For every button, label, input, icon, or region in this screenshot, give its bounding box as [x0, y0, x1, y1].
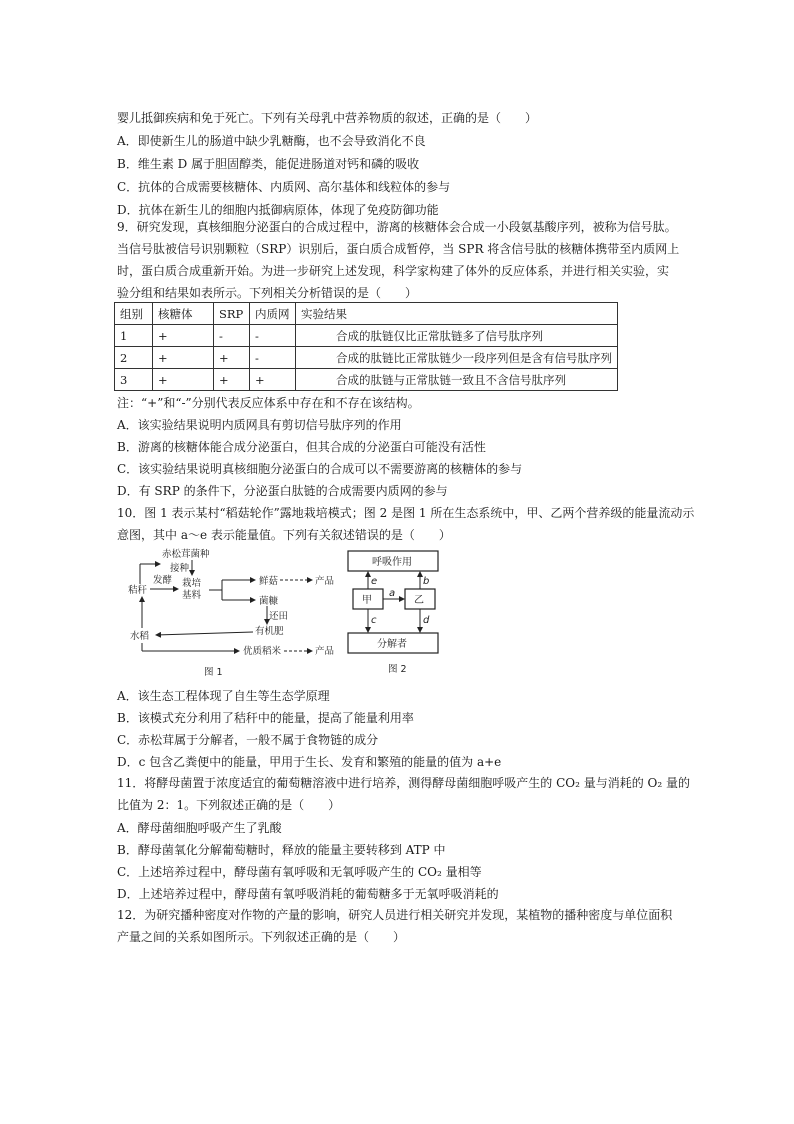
- label-d: d: [423, 615, 430, 626]
- q12-stem-line2: 产量之间的关系如图所示。下列叙述正确的是（ ）: [117, 930, 406, 944]
- experiment-table: [114, 302, 618, 391]
- table-row: [115, 369, 618, 391]
- q11-stem-line2: 比值为 2：1。下列叙述正确的是（ ）: [117, 798, 341, 812]
- header-ribosome: 核糖体: [153, 303, 214, 325]
- q10-stem-line1: 10．图 1 表示某村“稻菇轮作”露地栽培模式；图 2 是图 1 所在生态系统中，甲、乙两个营养级的能量流动示: [117, 506, 695, 520]
- header-result: 实验结果: [296, 303, 618, 325]
- table-cell: 3: [115, 369, 153, 391]
- q8-option-a: A．即使新生儿的肠道中缺少乳糖酶，也不会导致消化不良: [117, 134, 426, 148]
- q8-option-b: B．维生素 D 属于胆固醇类，能促进肠道对钙和磷的吸收: [117, 157, 420, 171]
- table-cell: +: [153, 369, 214, 391]
- fig1-product-label-2: 产品: [315, 646, 335, 657]
- q11-option-c: C．上述培养过程中，酵母菌有氧呼吸和无氧呼吸产生的 CO₂ 量相等: [117, 865, 482, 879]
- fig1-arrow-fertilizer: [156, 632, 253, 635]
- fig1-ferment-label: 发酵: [153, 575, 173, 586]
- q9-stem-line4: 验分组和结果如表所示。下列相关分析错误的是（ ）: [117, 286, 418, 300]
- yi-label: 乙: [414, 595, 424, 606]
- q9-table-note: 注：“+”和“-”分别代表反应体系中存在和不存在该结构。: [117, 396, 420, 410]
- q9-stem-line2: 当信号肽被信号识别颗粒（SRP）识别后，蛋白质合成暂停，当 SPR 将含信号肽的核糖体携带至内质网上: [117, 242, 680, 256]
- table-cell: +: [153, 325, 214, 347]
- fig1-straw-label: 秸秆: [128, 585, 148, 596]
- fig1-strain-label: 赤松茸菌种: [162, 549, 210, 560]
- q9-option-b: B．游离的核糖体能合成分泌蛋白，但其合成的分泌蛋白可能没有活性: [117, 440, 486, 454]
- q9-option-a: A．该实验结果说明内质网具有剪切信号肽序列的作用: [117, 418, 402, 432]
- figure-2: [342, 547, 448, 677]
- decomposer-label: 分解者: [377, 639, 407, 650]
- q11-option-d: D．上述培养过程中，酵母菌有氧呼吸消耗的葡萄糖多于无氧呼吸消耗的: [117, 887, 499, 901]
- fig1-product-label-1: 产品: [315, 576, 335, 587]
- table-cell: 合成的肽链与正常肽链一致且不含信号肽序列: [296, 369, 618, 391]
- q10-option-b: B．该模式充分利用了秸秆中的能量，提高了能量利用率: [117, 711, 414, 725]
- q10-option-d: D．c 包含乙粪便中的能量，甲用于生长、发育和繁殖的能量的值为 a+e: [117, 755, 502, 769]
- header-er: 内质网: [250, 303, 296, 325]
- q8-stem: 婴儿抵御疾病和免于死亡。下列有关母乳中营养物质的叙述，正确的是（ ）: [117, 111, 538, 125]
- fig1-caption: 图 1: [204, 667, 223, 678]
- label-b: b: [423, 576, 430, 587]
- table-cell: -: [214, 325, 250, 347]
- table-cell: 合成的肽链比正常肽链少一段序列但是含有信号肽序列: [296, 347, 618, 369]
- table-cell: 1: [115, 325, 153, 347]
- table-cell: +: [214, 347, 250, 369]
- fig1-rice-label: 水稻: [130, 631, 150, 642]
- fig1-mushroom-label: 鲜菇: [259, 576, 279, 587]
- table-cell: 2: [115, 347, 153, 369]
- table-cell: -: [250, 325, 296, 347]
- label-c: c: [371, 615, 377, 626]
- figure-1: [112, 546, 342, 684]
- q9-option-c: C．该实验结果说明真核细胞分泌蛋白的合成可以不需要游离的核糖体的参与: [117, 462, 523, 476]
- q11-option-b: B．酵母菌氧化分解葡萄糖时，释放的能量主要转移到 ATP 中: [117, 843, 446, 857]
- header-group: 组别: [115, 303, 153, 325]
- fig1-inoculate-label: 接种: [170, 563, 190, 574]
- label-e: e: [371, 576, 378, 587]
- label-a: a: [389, 588, 396, 599]
- fig1-quality-rice-label: 优质稻米: [243, 646, 282, 657]
- q8-option-c: C．抗体的合成需要核糖体、内质网、高尔基体和线粒体的参与: [117, 180, 451, 194]
- table-cell: +: [250, 369, 296, 391]
- table-header-row: [115, 303, 618, 325]
- q11-option-a: A．酵母菌细胞呼吸产生了乳酸: [117, 821, 282, 835]
- table-cell: +: [153, 347, 214, 369]
- q10-stem-line2: 意图，其中 a～e 表示能量值。下列有关叙述错误的是（ ）: [117, 528, 451, 542]
- table-cell: +: [214, 369, 250, 391]
- q11-stem-line1: 11．将酵母菌置于浓度适宜的葡萄糖溶液中进行培养，测得酵母菌细胞呼吸产生的 CO₂ 量与消耗的 O₂ 量的: [117, 776, 691, 790]
- q12-stem-line1: 12．为研究播种密度对作物的产量的影响，研究人员进行相关研究并发现，某植物的播种密度与单位面积: [117, 908, 673, 922]
- fig1-fertilizer-label: 有机肥: [255, 626, 284, 637]
- q9-option-d: D．有 SRP 的条件下，分泌蛋白肽链的合成需要内质网的参与: [117, 484, 448, 498]
- q9-stem-line1: 9．研究发现，真核细胞分泌蛋白的合成过程中，游离的核糖体会合成一小段氨基酸序列，被称为信号肽。: [117, 220, 677, 234]
- fig1-substrate-label-1: 栽培: [182, 578, 202, 589]
- fig1-return-label: 还田: [269, 611, 289, 622]
- q9-stem-line3: 时，蛋白质合成重新开始。为进一步研究上述发现，科学家构建了体外的反应体系，并进行相关实验，实: [117, 264, 670, 278]
- q10-option-a: A．该生态工程体现了自生等生态学原理: [117, 689, 330, 703]
- table-row: [115, 325, 618, 347]
- fig2-caption: 图 2: [388, 664, 407, 675]
- table-row: [115, 347, 618, 369]
- respiration-label: 呼吸作用: [372, 557, 412, 568]
- table-cell: -: [250, 347, 296, 369]
- q8-option-d: D．抗体在新生儿的细胞内抵御病原体，体现了免疫防御功能: [117, 203, 439, 217]
- header-srp: SRP: [214, 303, 250, 325]
- fig1-residue-label: 菌糠: [259, 596, 279, 607]
- fig1-substrate-label-2: 基料: [182, 590, 202, 601]
- table-cell: 合成的肽链仅比正常肽链多了信号肽序列: [296, 325, 618, 347]
- q10-option-c: C．赤松茸属于分解者，一般不属于食物链的成分: [117, 733, 379, 747]
- jia-label: 甲: [362, 595, 372, 606]
